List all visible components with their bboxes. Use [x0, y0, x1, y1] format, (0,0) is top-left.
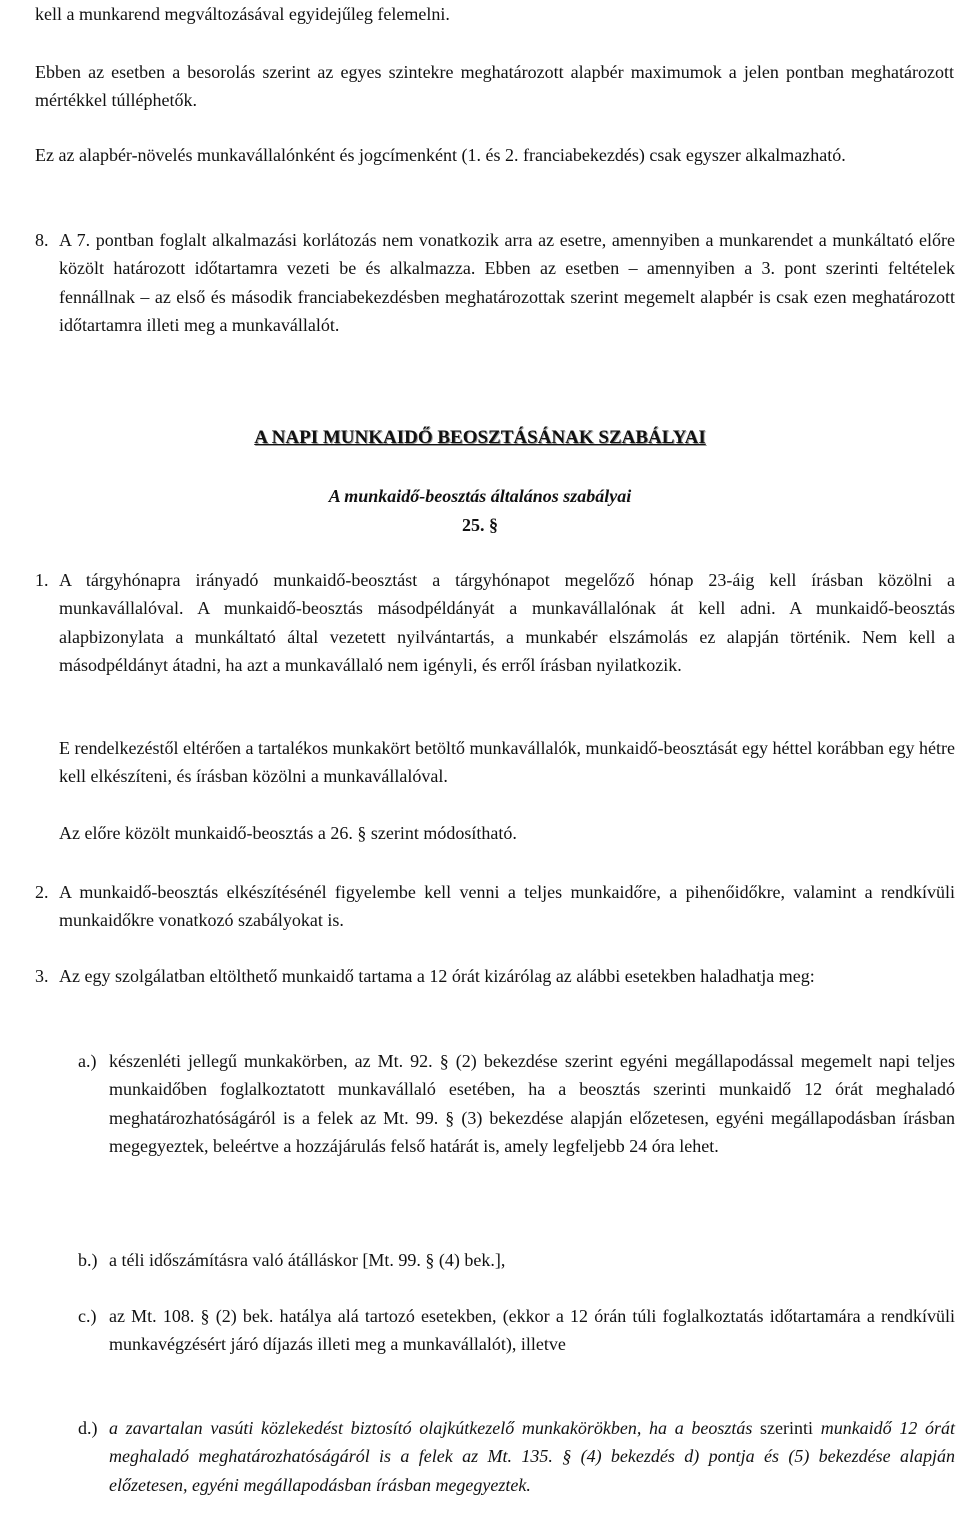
- subitem-d-rest: munkaidő 12 órát meghaladó meghatározhatóságáról is a felek az Mt. 135. § (4) bekezdés d) pontja és (5) bekezdése alapján előzetesen, egyéni megállapodásban írásban megegyeztek.: [109, 1418, 956, 1495]
- subitem-b-number: b.): [78, 1250, 98, 1270]
- item-3-text: Az egy szolgálatban eltölthető munkaidő tartama a 12 órát kizárólag az alábbi esetekben haladhatja meg:: [59, 966, 815, 986]
- subitem-a-number: a.): [78, 1051, 97, 1071]
- subitem-c-text: az Mt. 108. § (2) bek. hatálya alá tartozó esetekben, (ekkor a 12 órán túli foglalkoztatás időtartamára a rendkívüli munkavégzésért járó díjazás illeti meg a munkavállalót), illetve: [109, 1306, 955, 1355]
- item-1-text: A tárgyhónapra irányadó munkaidő-beosztást a tárgyhónapot megelőző hónap 23-áig kell írásban közölni a munkavállalóval. A munkaidő-beosztás másodpéldányát a munkavállalónak át kell adni. A munkaidő-beosztás alapbizonylata a munkáltató által vezetett nyilvántartás, a munkabér elszámolás ez alapján történik. Nem kell a másodpéldányt átadni, ha azt a munkavállaló nem igényli, és erről írásban nyilatkozik.: [59, 570, 955, 675]
- subitem-c-number: c.): [78, 1306, 97, 1326]
- item-2-number: 2.: [35, 882, 49, 902]
- subitem-d-number: d.): [78, 1418, 98, 1438]
- subitem-d-normal-word: szerinti: [760, 1418, 814, 1438]
- paragraph-exceed: Ebben az esetben a besorolás szerint az egyes szintekre meghatározott alapbér maximumok a jelen pontban meghatározott mértékkel túlléphetők.: [35, 62, 954, 111]
- subitem-a-text: készenléti jellegű munkakörben, az Mt. 92. § (2) bekezdése szerint egyéni megállapodással megemelt napi teljes munkaidőben foglalkoztatott munkavállaló esetében, ha a beosztás szerinti munkaidő 12 órát meghaladó meghatározhatóságáról is a felek az Mt. 99. § (3) bekezdése alapján előzetesen, egyéni megállapodásban írásban megegyeztek, beleértve a hozzájárulás felső határát is, amely legfeljebb 24 óra lehet.: [109, 1051, 955, 1156]
- item-2-text: A munkaidő-beosztás elkészítésénél figyelembe kell venni a teljes munkaidőre, a pihenőidőkre, valamint a rendkívüli munkaidőkre vonatkozó szabályokat is.: [59, 882, 955, 931]
- subitem-d-text: [109, 1414, 955, 1499]
- paragraph-8-number: 8.: [35, 230, 49, 250]
- item-1-reserve-text: E rendelkezéstől eltérően a tartalékos munkakört betöltő munkavállalók, munkaidő-beosztását egy héttel korábban egy hétre kell elkészíteni, és írásban közölni a munkavállalóval.: [59, 738, 955, 787]
- item-1-modify-text: Az előre közölt munkaidő-beosztás a 26. § szerint módosítható.: [59, 823, 517, 843]
- item-3-number: 3.: [35, 966, 49, 986]
- paragraph-8-text: A 7. pontban foglalt alkalmazási korlátozás nem vonatkozik arra az esetre, amennyiben a munkarendet a munkáltató előre közölt határozott időtartamra vezeti be és alkalmazza. Ebben az esetben – amennyiben a 3. pont szerinti feltételek fennállnak – az első és második franciabekezdésben meghatározottak szerint megemelt alapbér is csak ezen meghatározott időtartamra illeti meg a munkavállalót.: [59, 230, 955, 335]
- subitem-d-line-1: a zavartalan vasúti közlekedést biztosító olajkútkezelő munkakörökben, ha a beosztás: [109, 1418, 753, 1438]
- subitem-b-text: a téli időszámításra való átálláskor [Mt. 99. § (4) bek.],: [109, 1250, 506, 1270]
- section-heading: A NAPI MUNKAIDŐ BEOSZTÁSÁNAK SZABÁLYAI: [254, 427, 706, 448]
- section-subheading: A munkaidő-beosztás általános szabályai: [328, 486, 632, 506]
- item-1-number: 1.: [35, 570, 49, 590]
- section-number: 25. §: [462, 515, 498, 535]
- paragraph-once: Ez az alapbér-növelés munkavállalónként és jogcímenként (1. és 2. franciabekezdés) csak egyszer alkalmazható.: [35, 145, 846, 165]
- paragraph-intro-tail: kell a munkarend megváltozásával egyidejűleg felemelni.: [35, 4, 450, 24]
